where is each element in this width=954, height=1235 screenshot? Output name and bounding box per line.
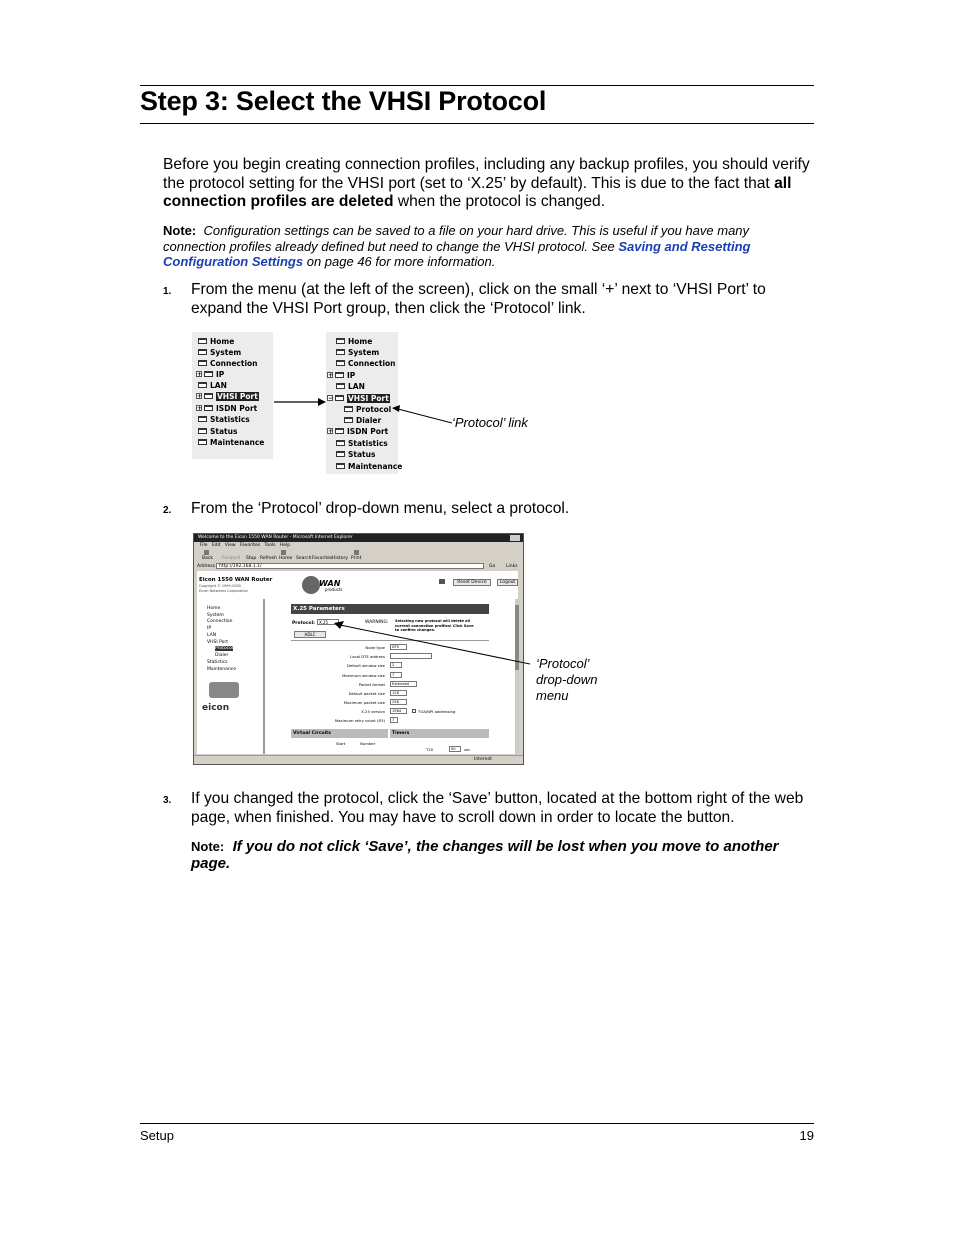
section-title: X.25 Parameters (291, 604, 489, 614)
tree-item-dialer[interactable]: Dialer (344, 415, 381, 425)
max-window-input[interactable]: 7 (390, 672, 402, 678)
tree-item[interactable]: + ISDN Port (197, 403, 258, 413)
tree-item-vhsi-port[interactable]: + VHSI Port (197, 391, 258, 401)
tree-item[interactable]: LAN (198, 380, 227, 390)
globe-icon (302, 576, 320, 594)
folder-icon (198, 360, 207, 366)
default-packet-select[interactable]: 128 (390, 690, 407, 696)
field-label: Local DTE address (350, 654, 385, 659)
tree-item[interactable]: Home (198, 336, 234, 346)
tree-item[interactable]: Connection (198, 358, 258, 368)
field-label: X.25 version (361, 709, 385, 714)
dropdown-callout-line (330, 616, 530, 666)
protocol-dropdown[interactable]: X.25 (317, 619, 339, 625)
note-label: Note: (191, 839, 225, 854)
logout-button[interactable]: Logout (497, 579, 518, 586)
folder-icon (336, 451, 345, 457)
tree-item[interactable]: + IP (197, 369, 225, 379)
window-title: Welcome to the Eicon 1550 WAN Router - Microsoft Internet Explorer (194, 534, 523, 542)
field-label: Maximum window size (342, 673, 385, 678)
protocol-label: Protocol: (292, 621, 315, 626)
menu-tree-expanded (326, 332, 403, 474)
reset-device-button[interactable]: Reset Device (453, 579, 491, 586)
tb-search[interactable]: Search (296, 556, 312, 561)
copyright: Copyright © 1999-2000 (199, 584, 241, 588)
status-bar (194, 755, 523, 765)
folder-icon (336, 440, 345, 446)
folder-icon (336, 349, 345, 355)
tb-home[interactable]: Home (279, 556, 293, 561)
tree-item[interactable]: System (198, 347, 241, 357)
packet-format-select[interactable]: Extended (390, 681, 417, 687)
note-save: Note: If you do not click ‘Save’, the changes will be lost when you move to another page. (191, 838, 779, 872)
expand-icon[interactable]: + (328, 372, 334, 379)
menu-tools[interactable]: Tools (264, 543, 276, 548)
step-1-number: 1. (163, 286, 172, 297)
nav-frame (197, 599, 265, 754)
protocol-link-callout: ‘Protocol’ link (452, 415, 528, 430)
footer-section: Setup (140, 1128, 174, 1143)
folder-icon (198, 382, 207, 388)
folder-icon (335, 428, 344, 434)
nav-item[interactable]: IP (207, 626, 212, 631)
tree-item[interactable]: Status (336, 449, 375, 459)
tree-item[interactable]: + ISDN Port (328, 426, 389, 436)
menu-edit[interactable]: Edit (211, 543, 221, 548)
tb-refresh[interactable]: Refresh (260, 556, 277, 561)
node-type-select[interactable]: DTE (390, 644, 407, 650)
expand-icon[interactable]: + (197, 393, 203, 400)
timers-header: Timers (390, 729, 489, 738)
default-window-input[interactable]: 2 (390, 662, 402, 668)
field-label: Node type (365, 645, 385, 650)
go-button[interactable]: Go (489, 564, 496, 569)
tb-forward[interactable]: Forward (222, 556, 241, 561)
x25-version-select[interactable]: 1984 (390, 708, 407, 714)
folder-icon (335, 372, 344, 378)
collapse-icon[interactable]: − (328, 395, 334, 402)
warning-text: Selecting new protocol will delete all current connection profiles! Click Save to confirm changes. (395, 619, 474, 633)
note-label: Note: (163, 223, 197, 238)
toa-npi-label: TOA/NPI addressing (418, 709, 456, 714)
menu-file[interactable]: File (200, 543, 208, 548)
field-label: Default window size (346, 663, 385, 668)
folder-icon (198, 338, 207, 344)
nav-item[interactable]: Maintenance (207, 667, 236, 672)
step-2-number: 2. (163, 505, 172, 516)
menu-favorites[interactable]: Favorites (239, 543, 261, 548)
folder-icon (198, 416, 207, 422)
menu-bar (200, 543, 290, 548)
tree-item-vhsi-port[interactable]: − VHSI Port (328, 393, 389, 403)
tree-item[interactable]: Maintenance (198, 437, 264, 447)
folder-icon (335, 395, 344, 401)
folder-icon (204, 405, 213, 411)
tree-item[interactable]: Maintenance (336, 461, 402, 471)
max-retry-input[interactable]: 7 (390, 717, 398, 723)
menu-tree-collapsed (192, 332, 273, 459)
field-label: Maximum retry count (R3) (334, 718, 385, 723)
tb-back[interactable]: Back (202, 556, 213, 561)
arrow-icon (274, 395, 326, 409)
address-label: Address (197, 564, 215, 569)
links-label[interactable]: Links (506, 564, 518, 569)
home-icon (281, 550, 286, 555)
tree-item[interactable]: LAN (336, 381, 365, 391)
address-input[interactable]: http://192.168.1.1/ (216, 563, 484, 569)
max-packet-select[interactable]: 256 (390, 699, 407, 705)
menu-help[interactable]: Help (279, 543, 291, 548)
vc-header: Virtual Circuits (291, 729, 388, 738)
number-label: Number (360, 741, 376, 746)
tb-history[interactable]: History (332, 556, 349, 561)
step-2-text: From the ‘Protocol’ drop-down menu, select a protocol. (191, 500, 570, 517)
folder-icon (204, 393, 213, 399)
router-image-icon (209, 682, 239, 698)
folder-icon (198, 428, 207, 434)
tree-item-protocol[interactable]: Protocol (344, 404, 391, 414)
monitor-icon (439, 579, 445, 584)
nav-item[interactable]: Statistics (207, 660, 228, 665)
note-config: Note: Configuration settings can be saved to a file on your hard drive. This is useful if you have many connection profiles already defined but need to change the VHSI protocol. See Saving and Resetting Configuration Settings on page 46 for more information. (163, 223, 751, 269)
folder-icon (336, 383, 345, 389)
field-label: Default packet size (348, 691, 385, 696)
folder-icon (204, 371, 213, 377)
product-name: Eicon 1550 WAN Router (199, 577, 273, 583)
intro-paragraph: Before you begin creating connection profiles, including any backup profiles, you should verify the protocol setting for the VHSI port (set to ‘X.25’ by default). This is due to the fact that all connection profiles are deleted when the protocol is changed. (163, 156, 810, 210)
tree-item[interactable]: + IP (328, 370, 356, 380)
folder-icon (344, 406, 353, 412)
status-zone: Internet (474, 757, 492, 762)
page-title: Step 3: Select the VHSI Protocol (140, 86, 547, 116)
start-label: Start (336, 741, 346, 746)
t20-label: T20 (426, 747, 434, 752)
folder-icon (336, 360, 345, 366)
field-label: Packet format (358, 682, 385, 687)
nav-item[interactable]: Connection (207, 619, 233, 624)
t20-input[interactable]: 90 (449, 746, 461, 752)
tb-print[interactable]: Print (351, 556, 362, 561)
folder-icon (198, 439, 207, 445)
tree-item[interactable]: Home (336, 336, 372, 346)
nav-item[interactable]: Home (207, 606, 221, 611)
saving-resetting-link[interactable]: Saving and Resetting Configuration Settings (163, 238, 751, 269)
products-label: products (325, 587, 343, 592)
nav-item[interactable]: VHSI Port (207, 640, 228, 645)
expand-icon[interactable]: + (197, 371, 203, 378)
step-3-number: 3. (163, 795, 172, 806)
callout-line (392, 403, 452, 425)
tb-stop[interactable]: Stop (246, 556, 257, 561)
company: Eicon Networks Corporation (199, 589, 248, 593)
folder-icon (344, 417, 353, 423)
expand-icon[interactable]: + (328, 428, 334, 435)
menu-view[interactable]: View (224, 543, 236, 548)
tree-item[interactable]: Status (198, 426, 237, 436)
expand-icon[interactable]: + (197, 405, 203, 412)
hdlc-button[interactable]: HDLC (294, 631, 326, 638)
page-number: 19 (799, 1128, 814, 1143)
tb-favorites[interactable]: Favorites (312, 556, 333, 561)
print-icon (354, 550, 359, 555)
warning-label: WARNING: (365, 620, 389, 625)
folder-icon (198, 349, 207, 355)
step-3-text: If you changed the protocol, click the ‘Save’ button, located at the bottom right of the web page, when finished. You may have to scroll down in order to locate the button. (191, 790, 804, 826)
nav-item[interactable]: System (207, 613, 224, 618)
title-rule (140, 123, 814, 124)
back-icon (204, 550, 209, 555)
footer-rule (140, 1123, 814, 1124)
tree-item[interactable]: Connection (336, 358, 396, 368)
nav-item-protocol[interactable]: Protocol (215, 646, 234, 651)
folder-icon (336, 338, 345, 344)
toa-npi-checkbox[interactable] (412, 709, 416, 713)
folder-icon (336, 463, 345, 469)
nav-item[interactable]: LAN (207, 633, 217, 638)
step-1-text: From the menu (at the left of the screen), click on the small ‘+’ next to ‘VHSI Port’ to expand the VHSI Port group, then click the ‘Protocol’ link. (191, 281, 766, 317)
eicon-logo: eicon (202, 703, 230, 713)
nav-item[interactable]: Dialer (215, 653, 229, 658)
tree-item[interactable]: Statistics (336, 438, 388, 448)
wan-logo: WAN (319, 579, 341, 588)
field-label: Maximum packet size (343, 700, 385, 705)
tree-item[interactable]: Statistics (198, 414, 250, 424)
dropdown-callout: ‘Protocol’ drop-down menu (536, 656, 598, 703)
sec-label: sec (464, 747, 471, 752)
close-icon[interactable] (510, 535, 520, 541)
tree-item[interactable]: System (336, 347, 379, 357)
